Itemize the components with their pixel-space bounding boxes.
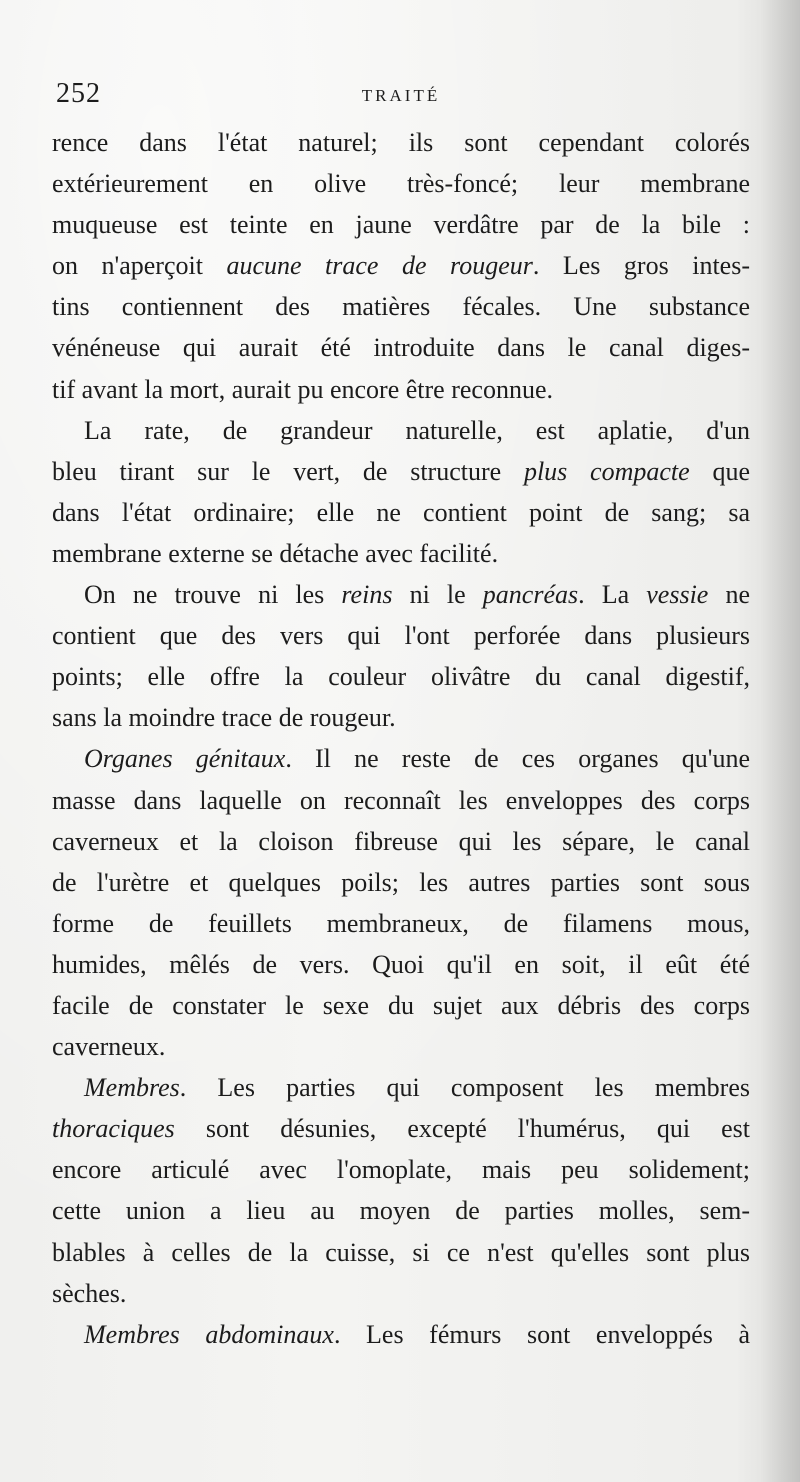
text-line [52,122,750,163]
text-line [52,821,750,862]
text-line [52,1149,750,1190]
text-run: sèches. [52,1278,127,1308]
text-line [52,738,750,779]
text-run: bleu tirant sur le vert, de structure [52,456,524,486]
text-run: masse dans laquelle on reconnaît les enveloppes des corps [52,785,750,815]
italic-text: pancréas [482,580,579,610]
italic-text: reins [341,580,393,610]
text-run: vénéneuse qui aurait été introduite dans le canal diges- [52,333,750,363]
text-run: forme de feuillets membraneux, de filamens mous, [52,908,750,938]
italic-text: Membres [84,1073,180,1103]
text-run: rence dans l'état naturel; ils sont cependant colorés [52,128,750,157]
text-line [52,656,750,697]
text-line [52,286,750,327]
text-line [52,492,750,533]
text-line [52,533,750,574]
text-line [52,1026,750,1067]
text-run: facile de constater le sexe du sujet aux débris des corps [52,990,750,1020]
text-line [52,1232,750,1273]
text-run: contient que des vers qui l'ont perforée dans plusieurs [52,621,750,651]
text-line [52,410,750,451]
text-line [52,697,750,738]
text-line [52,369,750,410]
text-run: . Les fémurs sont enveloppés à [333,1319,750,1349]
text-run: La rate, de grandeur naturelle, est aplatie, d'un [84,415,750,445]
text-run: caverneux et la cloison fibreuse qui les sépare, le canal [52,826,750,856]
text-line [52,615,750,656]
body-text [52,122,750,1355]
text-run: de l'urètre et quelques poils; les autres parties sont sous [52,867,750,897]
text-line [52,1314,750,1355]
text-run: extérieurement en olive très-foncé; leur membrane [52,169,750,199]
text-line [52,451,750,492]
text-run: On ne trouve ni les [84,580,342,610]
text-line [52,1190,750,1231]
running-title: TRAITÉ [361,86,441,105]
text-run: ni le [392,580,483,610]
italic-text: thoraciques [52,1114,175,1144]
text-run: caverneux. [52,1032,166,1062]
text-line [52,780,750,821]
text-line [52,245,750,286]
text-run: . Les gros intes- [532,251,750,281]
text-line [52,1273,750,1314]
text-run: on n'aperçoit [52,251,227,281]
italic-text: plus compacte [523,456,690,486]
text-line [52,903,750,944]
text-run: points; elle offre la couleur olivâtre du canal digestif, [52,662,750,692]
text-run: ne [708,580,750,610]
text-line [52,163,750,204]
text-run: humides, mêlés de vers. Quoi qu'il en soit, il eût été [52,949,750,979]
italic-text: Membres abdominaux [84,1319,334,1349]
page-edge-shadow [760,0,800,1482]
italic-text: Organes génitaux [84,744,286,774]
text-run: blables à celles de la cuisse, si ce n'est qu'elles sont plus [52,1237,750,1267]
text-line [52,985,750,1026]
text-run: encore articulé avec l'omoplate, mais peu solidement; [52,1155,750,1185]
text-run: membrane externe se détache avec facilité. [52,538,499,568]
text-run: . Il ne reste de ces organes qu'une [285,744,750,774]
text-run: . La [578,580,647,610]
page-number: 252 [56,78,101,109]
italic-text: vessie [646,580,709,610]
text-run: . Les parties qui composent les membres [179,1073,750,1103]
text-run: dans l'état ordinaire; elle ne contient point de sang; sa [52,497,750,527]
text-line [52,204,750,245]
page-header [56,78,746,112]
text-line [52,862,750,903]
text-line [52,1108,750,1149]
text-line [52,1067,750,1108]
text-run: tins contiennent des matières fécales. Une substance [52,292,750,322]
italic-text: aucune trace de rougeur [226,251,533,281]
text-line [52,327,750,368]
text-run: muqueuse est teinte en jaune verdâtre par de la bile : [52,210,750,240]
text-line [52,944,750,985]
text-run: sont désunies, excepté l'humérus, qui est [174,1114,750,1144]
text-run: tif avant la mort, aurait pu encore être reconnue. [52,374,553,404]
text-run: cette union a lieu au moyen de parties molles, sem- [52,1196,750,1226]
text-run: que [689,456,750,486]
text-line [52,574,750,615]
text-run: sans la moindre trace de rougeur. [52,703,396,733]
